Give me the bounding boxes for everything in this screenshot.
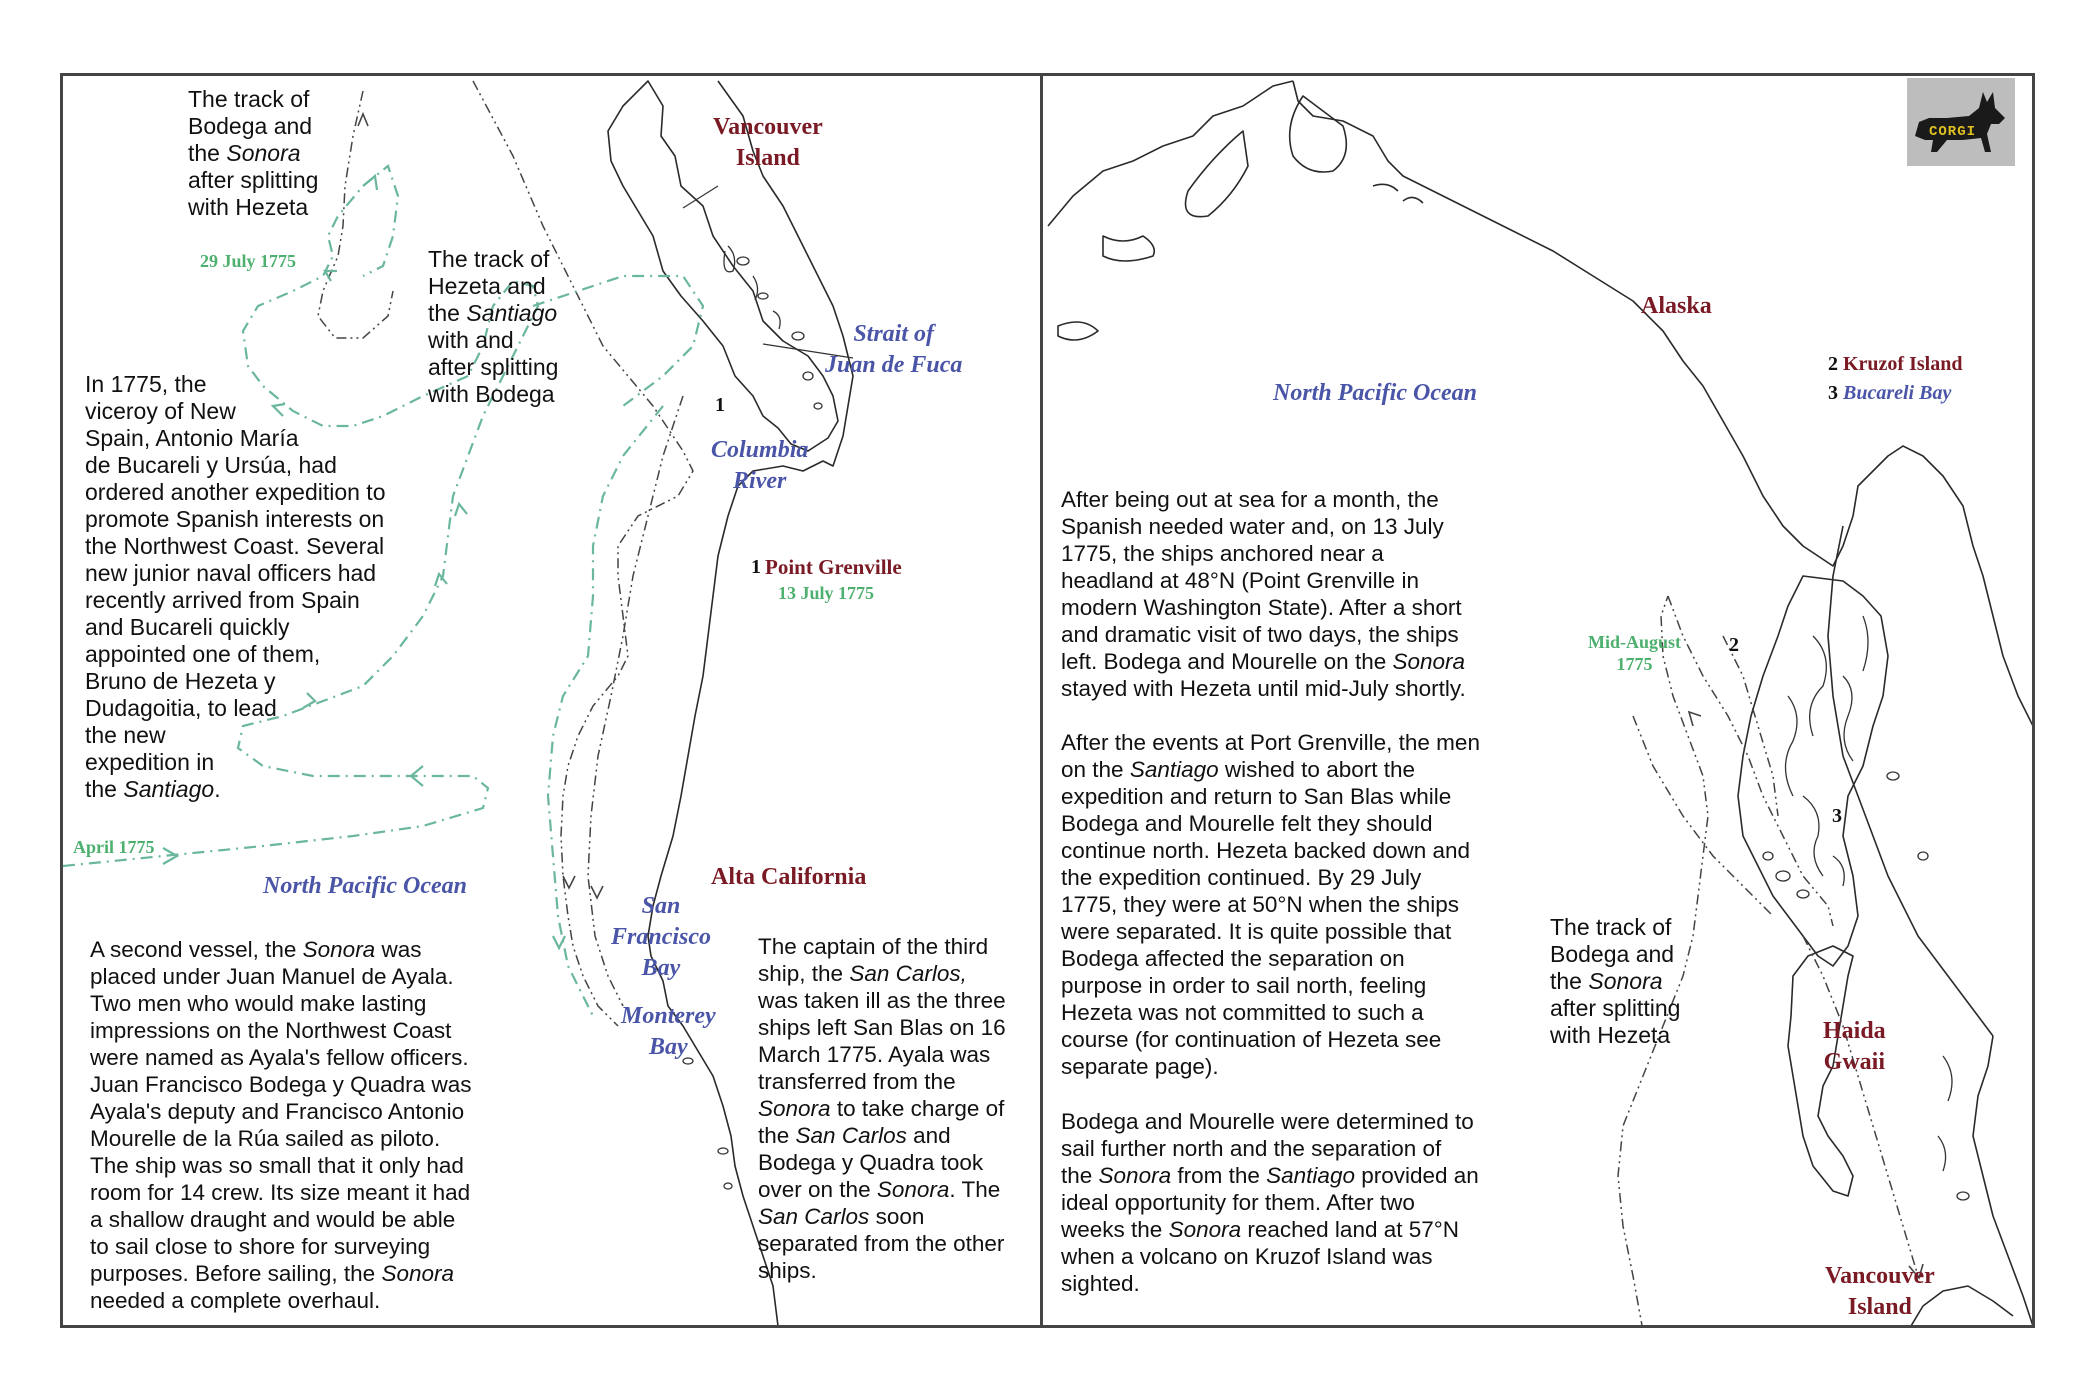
point-grenville-label: Point Grenville (765, 555, 902, 579)
april-1775-label: April 1775 (73, 837, 155, 857)
alexander-archipelago (1738, 576, 1888, 966)
strait-juan-de-fuca-label: Strait of Juan de Fuca (825, 321, 963, 378)
track-main-coast (473, 81, 693, 1026)
track-bodega-caption-left: The track of Bodega and the Sonora after splitting with Hezeta (188, 86, 319, 220)
legend-kruzof-name: Kruzof Island (1843, 353, 1963, 375)
alaska-label: Alaska (1641, 293, 1712, 319)
second-vessel-paragraph: A second vessel, the Sonora was placed under Juan Manuel de Ayala. Two men who would make lasting impressions on the Northwest Coast were named as Ayala's fellow officers. Juan Francisco Bodega y Quadra was Ayala's deputy and Francisco Antonio Mourelle de la Rúa sailed as piloto. The ship was so small that it only had room for 14 crew. Its size meant it had a shallow draught and would be able to sail close to shore for surveying purposes. Before sailing, the Sonora needed a complete overhaul. (90, 937, 472, 1313)
san-francisco-bay-label: San Francisco Bay (611, 893, 712, 981)
vancouver-island-label-right: Vancouver Island (1825, 1263, 1935, 1320)
map-number-3: 3 (1832, 805, 1842, 827)
logo-text: CORGI (1929, 124, 1977, 140)
columbia-river-label: Columbia River (711, 437, 809, 494)
map-number-2: 2 (1729, 634, 1739, 656)
legend-bucareli-number: 3 (1828, 382, 1838, 404)
after-events-paragraph: After the events at Port Grenville, the men on the Santiago wished to abort the expedition and return to San Blas while Bodega and Mourelle felt they should continue north. Hezeta backed down and the expedition continued. By 29 July 1775, they were at 50°N when the ships were separated. It is quite possible that Bodega affected the separation on purpose in order to sail north, feeling Hezeta was not committed to such a course (for continuation of Hezeta see separate page). (1061, 730, 1480, 1079)
after-month-paragraph: After being out at sea for a month, the Spanish needed water and, on 13 July 1775, the ships anchored near a headland at 48°N (Point Grenville in modern Washington State). After a short and dramatic visit of two days, the ships left. Bodega and Mourelle on the Sonora stayed with Hezeta until mid-July shortly. (1061, 487, 1466, 701)
alta-california-label: Alta California (711, 864, 867, 890)
track-sonora-south (1668, 596, 1833, 926)
legend-kruzof (1828, 353, 1962, 376)
track-bodega-caption-right: The track of Bodega and the Sonora after splitting with Hezeta (1550, 914, 1681, 1048)
intro-paragraph: In 1775, the viceroy of New Spain, Antonio María de Bucareli y Ursúa, had ordered another expedition to promote Spanish interests on the Northwest Coast. Several new junior naval officers had recently arrived from Spain and Bucareli quickly appointed one of them, Bruno de Hezeta y Dudagoitia, to lead the new expedition in the Santiago. (85, 371, 386, 802)
map-panel-left (60, 73, 1043, 1328)
legend-kruzof-number: 2 (1828, 353, 1838, 375)
north-pacific-ocean-label-left: North Pacific Ocean (263, 873, 467, 899)
track-bodega-left (318, 91, 393, 338)
monterey-bay-label: Monterey Bay (621, 1003, 716, 1060)
track-hezeta-caption: The track of Hezeta and the Santiago with and after splitting with Bodega (428, 246, 559, 407)
point-grenville-date: 13 July 1775 (778, 583, 875, 603)
legend-bucareli-name: Bucareli Bay (1843, 382, 1952, 404)
corgi-logo (1907, 78, 2015, 166)
legend-bucareli (1828, 382, 1951, 405)
third-ship-paragraph: The captain of the third ship, the San Carlos, was taken ill as the three ships left San Blas on 16 March 1775. Ayala was transferred from the Sonora to take charge of the San Carlos and Bodega y Quadra took over on the Sonora. The San Carlos soon separated from the other ships. (758, 934, 1006, 1283)
map-panel-right (1040, 73, 2035, 1328)
point-grenville-number: 1 (751, 556, 761, 578)
vancouver-island-label-left: Vancouver Island (713, 114, 823, 171)
bodega-determined-paragraph: Bodega and Mourelle were determined to sail further north and the separation of the Sonora from the Santiago provided an ideal opportunity for them. After two weeks the Sonora reached land at 57°N when a volcano on Kruzof Island was sighted. (1061, 1109, 1479, 1296)
mid-august-label: Mid-August 1775 (1588, 632, 1682, 674)
north-pacific-ocean-label-right: North Pacific Ocean (1273, 380, 1477, 406)
haida-gwaii-label: Haida Gwaii (1823, 1018, 1886, 1075)
map-number-1: 1 (715, 394, 725, 416)
corgi-silhouette-icon (1907, 78, 2015, 166)
july-29-1775-label: 29 July 1775 (200, 251, 297, 271)
